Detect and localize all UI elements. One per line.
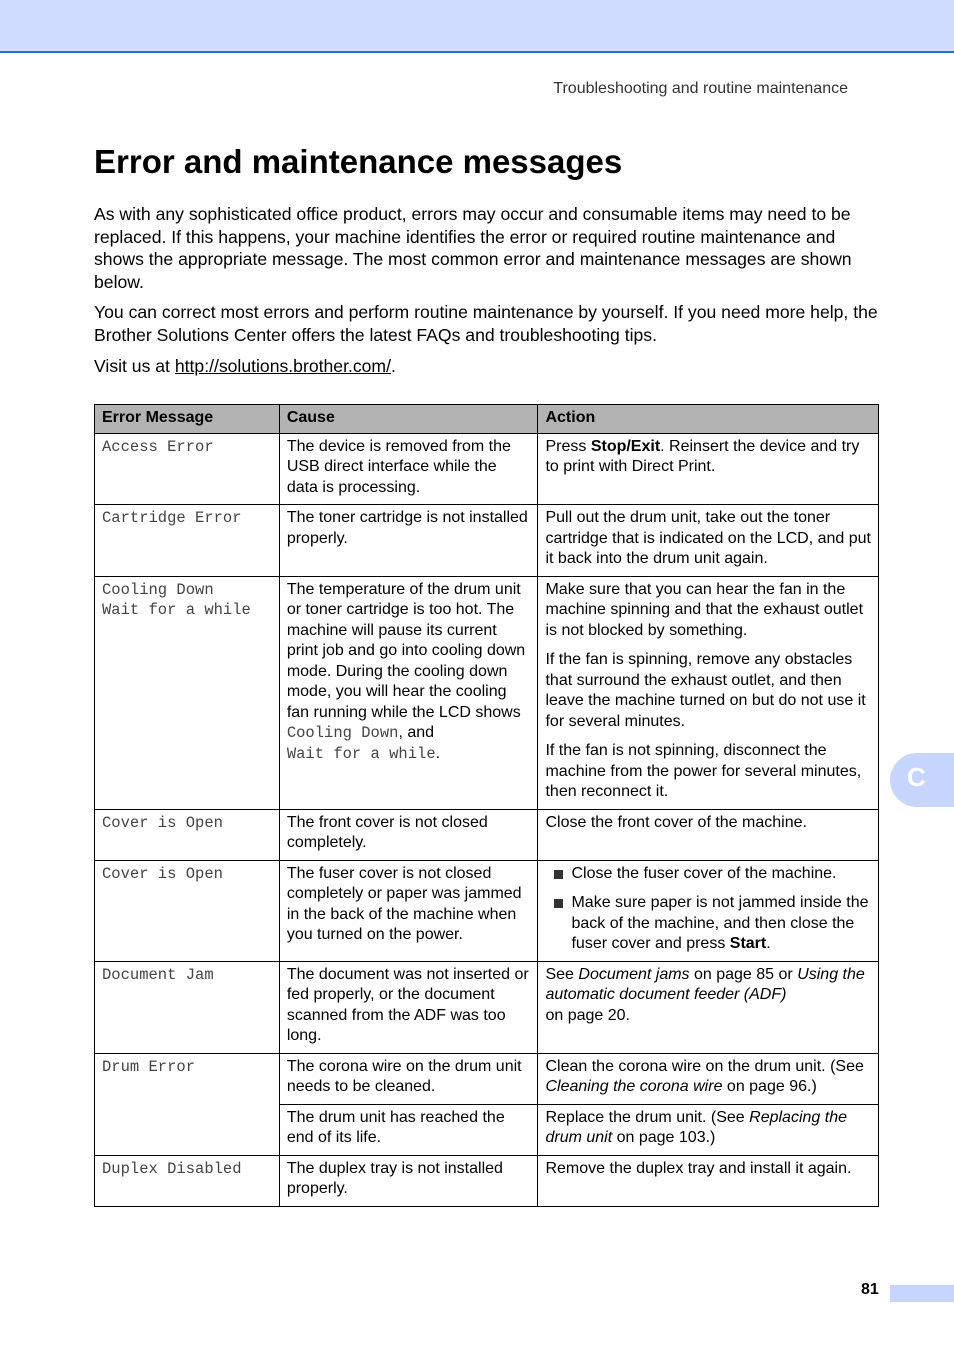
intro-paragraph-3	[94, 355, 884, 378]
visit-prefix: Visit us at	[94, 356, 175, 376]
header-action: Action	[538, 405, 879, 434]
table-row	[95, 1155, 879, 1206]
bullet-item	[545, 864, 871, 885]
action-text: Replace the drum unit. (See	[545, 1108, 750, 1126]
start-key: Start	[729, 935, 767, 952]
bullet-text: Make sure paper is not jammed inside the back of the machine, and then close the fuser cover and press	[571, 894, 869, 952]
cause-cell: The device is removed from the USB direct interface while the data is processing.	[279, 433, 538, 505]
stop-exit-key: Stop/Exit	[590, 437, 661, 455]
action-text: on page 96.)	[722, 1078, 817, 1095]
cause-cell: The front cover is not closed completely.	[279, 809, 538, 860]
running-header: Troubleshooting and routine maintenance	[553, 80, 848, 97]
action-text: on page 103.)	[612, 1129, 716, 1146]
chapter-tab	[890, 753, 954, 807]
error-message-cell	[95, 576, 280, 809]
bullet-square-icon	[554, 870, 563, 879]
error-message-cell: Cover is Open	[95, 809, 280, 860]
error-messages-table	[94, 404, 879, 1207]
error-message-cell: Document Jam	[95, 961, 280, 1053]
table-row	[95, 961, 879, 1053]
action-paragraph: If the fan is spinning, remove any obstacles that surround the exhaust outlet, and then leave the machine turned on but do not use it for several minutes.	[545, 651, 866, 730]
table-row	[95, 809, 879, 860]
action-text: on page 20.	[545, 1006, 630, 1024]
table-row	[95, 1053, 879, 1104]
bullet-text: .	[766, 935, 771, 952]
bullet-text: Close the fuser cover of the machine.	[571, 864, 837, 882]
cross-reference: Replacing the drum unit	[545, 1108, 847, 1146]
bullet-item	[545, 893, 871, 955]
error-message-cell: Duplex Disabled	[95, 1155, 280, 1206]
page-title: Error and maintenance messages	[94, 143, 623, 180]
lcd-text: Cooling Down	[286, 724, 399, 742]
cause-text: The temperature of the drum unit or toner cartridge is too hot. The machine will pause its current print job and go into cooling down mode. During the cooling down mode, you will hear the cooling fan running while the LCD shows	[286, 580, 526, 721]
cause-cell: The duplex tray is not installed properly.	[279, 1155, 538, 1206]
header-error-message: Error Message	[95, 405, 280, 434]
cause-cell: The document was not inserted or fed properly, or the document scanned from the ADF was too long.	[279, 961, 538, 1053]
cause-text: , and	[398, 724, 435, 741]
cause-cell: The toner cartridge is not installed properly.	[279, 505, 538, 577]
action-cell: Pull out the drum unit, take out the toner cartridge that is indicated on the LCD, and put it back into the drum unit again.	[538, 505, 879, 577]
action-cell	[538, 1053, 879, 1104]
message-line: Cooling Down	[102, 580, 214, 599]
cause-cell: The fuser cover is not closed completely or paper was jammed in the back of the machine when you turned on the power.	[279, 860, 538, 961]
visit-suffix: .	[390, 356, 396, 376]
action-cell: Remove the duplex tray and install it again.	[538, 1155, 879, 1206]
cross-reference: Document jams	[578, 965, 690, 983]
cause-text: .	[435, 744, 441, 762]
cross-reference: Cleaning the corona wire	[545, 1078, 723, 1095]
intro-paragraph-1: As with any sophisticated office product, errors may occur and consumable items may need to be replaced. If this happens, your machine identifies the error or required routine maintenance and shows the appropriate message. The most common error and maintenance messages are shown below.	[94, 204, 852, 292]
top-color-band	[0, 0, 954, 53]
action-paragraph: Make sure that you can hear the fan in the machine spinning and that the exhaust outlet is not blocked by something.	[545, 580, 864, 639]
error-message-cell: Cartridge Error	[95, 505, 280, 577]
action-cell	[538, 860, 879, 961]
message-line: Wait for a while	[102, 601, 251, 619]
action-cell	[538, 576, 879, 809]
action-text: Press	[545, 437, 591, 455]
cause-cell: The corona wire on the drum unit needs to be cleaned.	[279, 1053, 538, 1104]
error-message-cell: Cover is Open	[95, 860, 280, 961]
action-cell	[538, 961, 879, 1053]
bullet-square-icon	[554, 899, 563, 908]
action-text: Clean the corona wire on the drum unit. (See	[545, 1057, 864, 1075]
lcd-text: Wait for a while	[286, 744, 436, 763]
error-message-cell: Drum Error	[95, 1053, 280, 1155]
intro-paragraph-2: You can correct most errors and perform routine maintenance by yourself. If you need more help, the Brother Solutions Center offers the latest FAQs and troubleshooting tips.	[94, 302, 878, 345]
table-row	[95, 505, 879, 577]
action-cell: Close the front cover of the machine.	[538, 809, 879, 860]
cross-reference: Using the automatic document feeder (ADF)	[545, 965, 865, 1003]
table-header-row	[95, 405, 879, 434]
action-cell	[538, 433, 879, 505]
action-paragraph: If the fan is not spinning, disconnect the machine from the power for several minutes, then reconnect it.	[545, 742, 862, 800]
action-text: See	[545, 965, 579, 983]
header-cause: Cause	[279, 405, 538, 434]
table-row	[95, 860, 879, 961]
page-number-tab	[890, 1285, 954, 1302]
table-row	[95, 576, 879, 809]
table-row	[95, 433, 879, 505]
solutions-link[interactable]: http://solutions.brother.com/	[174, 356, 391, 376]
cause-cell	[279, 576, 538, 809]
action-text: on page 85 or	[689, 965, 798, 983]
cause-cell: The drum unit has reached the end of its life.	[279, 1104, 538, 1155]
action-text: . Reinsert the device and try to print with Direct Print.	[545, 437, 860, 475]
chapter-letter: C	[907, 762, 926, 792]
action-cell	[538, 1104, 879, 1155]
error-message-cell: Access Error	[95, 433, 280, 505]
page-number: 81	[861, 1281, 879, 1298]
